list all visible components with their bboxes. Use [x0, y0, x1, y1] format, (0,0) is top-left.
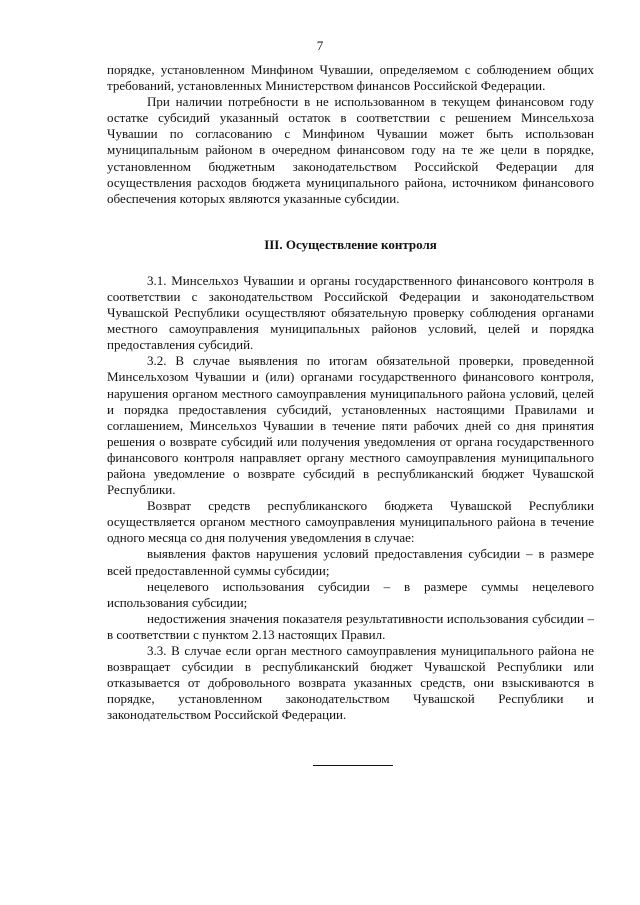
paragraph-case-indicator: недостижения значения показателя результативности использования субсидии – в соответствии с пунктом 2.13 настоящих Правил.: [107, 610, 594, 642]
document-body: [107, 62, 594, 723]
paragraph-unused-balance: При наличии потребности в не использованном в текущем финансовом году остатке субсидий указанный остаток в соответствии с решением Минсельхоза Чувашии по согласованию с Минфином Чувашии может быть использован муниципальным районом в очередном финансовом году на те же цели в порядке, установленном бюджетным законодательством Российской Федерации для осуществления расходов бюджета муниципального района, источником финансового обеспечения которых являются указанные субсидии.: [107, 94, 594, 206]
end-of-document-line: [313, 765, 393, 766]
paragraph-continuation: порядке, установленном Минфином Чувашии, определяемом с соблюдением общих требований, установленных Министерством финансов Российской Федерации.: [107, 62, 594, 94]
paragraph-refund: Возврат средств республиканского бюджета Чувашской Республики осуществляется органом местного самоуправления муниципального района в течение одного месяца со дня получения уведомления в случае:: [107, 498, 594, 546]
paragraph-3-2: 3.2. В случае выявления по итогам обязательной проверки, проведенной Минсельхозом Чувашии и (или) органами государственного финансового контроля, нарушения органом местного самоуправления муниципального района условий, целей и порядка предоставления субсидий, установленных настоящими Правилами и соглашением, Минсельхоз Чувашии в течение пяти рабочих дней со дня принятия решения о возврате субсидий или получения уведомления от органа государственного финансового контроля направляет органу местного самоуправления муниципального района уведомление о возврате субсидий в республиканский бюджет Чувашской Республики.: [107, 353, 594, 498]
paragraph-case-violation: выявления фактов нарушения условий предоставления субсидии – в размере всей предоставленной суммы субсидии;: [107, 546, 594, 578]
section-heading: III. Осуществление контроля: [264, 236, 437, 252]
paragraph-3-1: 3.1. Минсельхоз Чувашии и органы государственного финансового контроля в соответствии с законодательством Российской Федерации и законодательством Чувашской Республики осуществляют обязательную проверку соблюдения органами местного самоуправления муниципальных районов условий, целей и порядка предоставления субсидий.: [107, 272, 594, 353]
paragraph-3-3: 3.3. В случае если орган местного самоуправления муниципального района не возвращает субсидии в республиканский бюджет Чувашской Республики или отказывается от добровольного возврата указанных средств, они взыскиваются в порядке, установленном законодательством Чувашской Республики и законодательством Российской Федерации.: [107, 643, 594, 723]
page-number: 7: [316, 38, 324, 53]
paragraph-case-misuse: нецелевого использования субсидии – в размере суммы нецелевого использования субсидии;: [107, 578, 594, 610]
